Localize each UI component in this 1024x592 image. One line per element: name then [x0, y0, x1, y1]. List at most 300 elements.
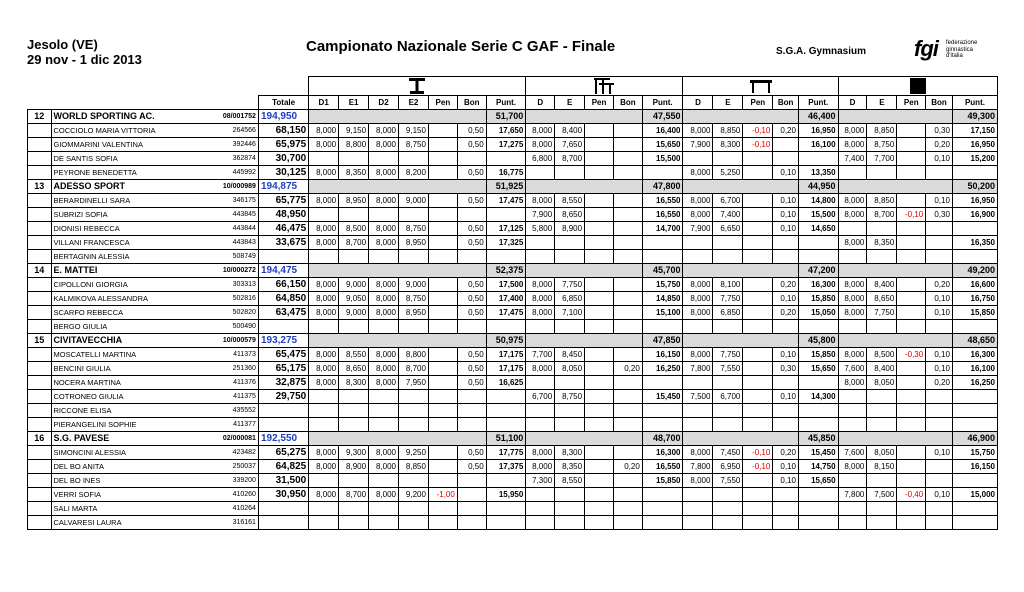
score-cell — [309, 320, 339, 334]
team-id: 10/000989 — [211, 180, 258, 194]
score-cell: 15,750 — [642, 278, 683, 292]
score-cell — [926, 390, 953, 404]
score-cell — [585, 208, 614, 222]
athlete-name: BENCINI GIULIA — [51, 362, 211, 376]
athlete-total: 30,700 — [258, 152, 308, 166]
athlete-id: 264566 — [211, 124, 258, 138]
score-cell — [926, 460, 953, 474]
score-cell — [897, 404, 926, 418]
score-cell — [642, 250, 683, 264]
score-cell — [555, 236, 585, 250]
athlete-id: 251360 — [211, 362, 258, 376]
score-cell — [798, 376, 838, 390]
score-cell — [309, 250, 339, 264]
score-cell — [683, 404, 713, 418]
score-cell — [897, 250, 926, 264]
score-cell — [897, 166, 926, 180]
athlete-total: 65,175 — [258, 362, 308, 376]
score-cell: 8,750 — [399, 292, 429, 306]
score-cell: 8,700 — [867, 208, 897, 222]
athlete-row — [28, 222, 998, 236]
score-cell — [555, 376, 585, 390]
score-cell — [339, 418, 369, 432]
athlete-total — [258, 250, 308, 264]
team-row — [28, 180, 998, 194]
score-cell — [798, 488, 838, 502]
team-blank — [526, 432, 643, 446]
score-cell — [399, 474, 429, 488]
athlete-id: 303313 — [211, 278, 258, 292]
athlete-name: SUBRIZI SOFIA — [51, 208, 211, 222]
athlete-name: SIMONCINI ALESSIA — [51, 446, 211, 460]
score-cell — [926, 222, 953, 236]
score-cell — [339, 404, 369, 418]
score-cell: 8,000 — [526, 306, 555, 320]
score-cell — [773, 376, 799, 390]
team-blank — [838, 334, 952, 348]
score-cell — [838, 320, 867, 334]
score-cell: 15,050 — [798, 306, 838, 320]
team-name: E. MATTEI — [51, 264, 211, 278]
score-cell — [838, 474, 867, 488]
athlete-id: 346175 — [211, 194, 258, 208]
score-cell — [613, 404, 642, 418]
athlete-row — [28, 502, 998, 516]
score-cell — [926, 404, 953, 418]
score-cell: 7,700 — [526, 348, 555, 362]
score-cell — [585, 376, 614, 390]
athlete-row — [28, 320, 998, 334]
team-apparatus-score: 51,700 — [486, 110, 526, 124]
athlete-id: 339200 — [211, 474, 258, 488]
athlete-name: PEYRONE BENEDETTA — [51, 166, 211, 180]
score-cell: 8,850 — [399, 460, 429, 474]
athlete-id: 410264 — [211, 502, 258, 516]
score-cell — [773, 152, 799, 166]
score-cell: 7,900 — [683, 222, 713, 236]
score-cell: 8,000 — [309, 488, 339, 502]
score-cell: 0,50 — [457, 124, 486, 138]
dates: 29 nov - 1 dic 2013 — [27, 52, 142, 67]
score-cell — [369, 418, 399, 432]
score-cell — [838, 502, 867, 516]
score-cell — [926, 516, 953, 530]
athlete-name: BERTAGNIN ALESSIA — [51, 250, 211, 264]
athlete-total — [258, 320, 308, 334]
score-cell — [428, 502, 457, 516]
athlete-row — [28, 390, 998, 404]
score-cell — [613, 222, 642, 236]
score-cell — [683, 502, 713, 516]
score-cell: 0,10 — [773, 390, 799, 404]
score-cell: 8,000 — [369, 124, 399, 138]
score-cell: 9,000 — [339, 278, 369, 292]
score-cell: 0,50 — [457, 166, 486, 180]
score-cell: 6,650 — [713, 222, 743, 236]
score-cell — [713, 320, 743, 334]
score-cell: 7,500 — [867, 488, 897, 502]
score-cell: 0,10 — [926, 292, 953, 306]
score-cell: 15,850 — [642, 474, 683, 488]
athlete-id: 435552 — [211, 404, 258, 418]
score-cell: 9,050 — [339, 292, 369, 306]
score-cell: 8,000 — [369, 236, 399, 250]
score-cell: 8,850 — [867, 194, 897, 208]
score-cell — [613, 516, 642, 530]
team-blank — [683, 334, 798, 348]
score-cell — [773, 418, 799, 432]
score-cell — [399, 152, 429, 166]
score-cell — [743, 306, 773, 320]
athlete-row — [28, 446, 998, 460]
score-cell — [867, 166, 897, 180]
score-cell — [773, 404, 799, 418]
score-cell — [526, 418, 555, 432]
score-cell — [339, 474, 369, 488]
score-cell: 0,30 — [773, 362, 799, 376]
athlete-name: PIERANGELINI SOPHIE — [51, 418, 211, 432]
score-cell — [798, 502, 838, 516]
team-rank: 12 — [28, 110, 52, 124]
score-cell — [743, 418, 773, 432]
score-cell: 17,275 — [486, 138, 526, 152]
athlete-total: 65,775 — [258, 194, 308, 208]
team-name: ADESSO SPORT — [51, 180, 211, 194]
score-cell: 8,800 — [399, 348, 429, 362]
score-cell: 8,700 — [555, 152, 585, 166]
score-cell: 0,10 — [773, 460, 799, 474]
score-cell: 8,350 — [555, 460, 585, 474]
team-blank — [526, 110, 643, 124]
score-cell — [642, 488, 683, 502]
score-cell: 8,500 — [339, 222, 369, 236]
athlete-row — [28, 362, 998, 376]
score-cell: 0,20 — [613, 460, 642, 474]
athlete-row — [28, 236, 998, 250]
team-blank — [838, 264, 952, 278]
score-cell — [838, 166, 867, 180]
score-cell: 7,800 — [838, 488, 867, 502]
score-cell — [613, 208, 642, 222]
athlete-row — [28, 348, 998, 362]
score-cell — [642, 166, 683, 180]
athlete-id: 411376 — [211, 376, 258, 390]
score-cell — [486, 320, 526, 334]
score-cell: 8,000 — [683, 124, 713, 138]
score-cell: 7,650 — [555, 138, 585, 152]
score-cell — [428, 152, 457, 166]
score-cell — [952, 166, 997, 180]
team-blank — [309, 432, 486, 446]
score-cell: 8,000 — [309, 236, 339, 250]
score-cell — [897, 502, 926, 516]
score-cell — [773, 502, 799, 516]
score-cell — [613, 292, 642, 306]
score-cell: -0,10 — [743, 460, 773, 474]
athlete-row — [28, 292, 998, 306]
score-cell: 7,750 — [713, 348, 743, 362]
score-cell — [585, 390, 614, 404]
athlete-total: 66,150 — [258, 278, 308, 292]
team-total: 194,475 — [258, 264, 308, 278]
score-cell: 8,050 — [867, 446, 897, 460]
blank-cell — [28, 292, 52, 306]
score-cell: 8,900 — [555, 222, 585, 236]
score-cell: 8,000 — [683, 292, 713, 306]
score-cell: 8,750 — [555, 390, 585, 404]
score-cell: 17,650 — [486, 124, 526, 138]
score-cell — [897, 292, 926, 306]
score-cell — [428, 222, 457, 236]
score-cell: 8,000 — [309, 222, 339, 236]
score-cell: 8,000 — [309, 166, 339, 180]
score-cell — [897, 418, 926, 432]
athlete-id: 508749 — [211, 250, 258, 264]
score-cell: 0,10 — [773, 348, 799, 362]
score-cell — [897, 124, 926, 138]
score-cell: -0,10 — [743, 138, 773, 152]
athlete-row — [28, 152, 998, 166]
score-cell: 7,600 — [838, 362, 867, 376]
team-total: 194,875 — [258, 180, 308, 194]
score-cell — [926, 502, 953, 516]
athlete-total: 64,850 — [258, 292, 308, 306]
score-cell: 8,000 — [838, 292, 867, 306]
score-cell — [897, 138, 926, 152]
score-cell: 8,000 — [309, 376, 339, 390]
score-cell — [926, 236, 953, 250]
score-cell — [897, 446, 926, 460]
athlete-name: CIPOLLONI GIORGIA — [51, 278, 211, 292]
score-cell — [457, 250, 486, 264]
score-cell: 8,000 — [309, 278, 339, 292]
score-cell — [713, 376, 743, 390]
team-blank — [526, 264, 643, 278]
athlete-name: SALI MARTA — [51, 502, 211, 516]
score-cell — [428, 362, 457, 376]
score-cell: 0,10 — [773, 194, 799, 208]
score-cell: 16,625 — [486, 376, 526, 390]
athlete-total — [258, 418, 308, 432]
score-cell: 0,10 — [926, 362, 953, 376]
score-cell: 6,850 — [713, 306, 743, 320]
score-cell: 7,500 — [683, 390, 713, 404]
athlete-id: 411373 — [211, 348, 258, 362]
team-blank — [683, 180, 798, 194]
score-cell — [798, 320, 838, 334]
score-cell — [613, 320, 642, 334]
score-cell: 9,000 — [399, 194, 429, 208]
score-cell — [613, 124, 642, 138]
score-cell: 8,000 — [369, 446, 399, 460]
score-cell: 16,600 — [952, 278, 997, 292]
score-cell: 17,150 — [952, 124, 997, 138]
score-cell: 7,400 — [713, 208, 743, 222]
score-cell: 15,650 — [798, 362, 838, 376]
score-cell: 8,000 — [838, 376, 867, 390]
score-cell: 0,50 — [457, 194, 486, 208]
team-rank: 16 — [28, 432, 52, 446]
column-header-row: Totale D1 E1 D2 E2 Pen Bon Punt. D E Pen Bon Punt. D E Pen Bon Punt. D E Pen Bon Punt. — [28, 96, 998, 110]
score-cell — [743, 390, 773, 404]
score-cell — [457, 208, 486, 222]
score-cell: 16,250 — [952, 376, 997, 390]
athlete-row — [28, 376, 998, 390]
score-cell — [613, 390, 642, 404]
score-cell — [897, 320, 926, 334]
team-apparatus-score: 49,200 — [952, 264, 997, 278]
score-cell — [369, 474, 399, 488]
score-cell: 7,900 — [683, 138, 713, 152]
score-cell: 8,000 — [309, 124, 339, 138]
score-cell — [555, 250, 585, 264]
score-cell — [867, 222, 897, 236]
score-cell: 17,375 — [486, 460, 526, 474]
venue: Jesolo (VE) — [27, 37, 98, 52]
score-cell — [585, 222, 614, 236]
fgi-logo — [914, 38, 1004, 68]
score-cell — [585, 418, 614, 432]
score-cell — [897, 152, 926, 166]
score-cell — [897, 390, 926, 404]
score-cell: 8,000 — [369, 348, 399, 362]
score-cell — [585, 124, 614, 138]
score-cell — [428, 124, 457, 138]
blank-cell — [28, 194, 52, 208]
team-apparatus-score: 47,550 — [642, 110, 683, 124]
score-cell — [369, 320, 399, 334]
team-blank — [838, 110, 952, 124]
score-cell: 8,500 — [867, 348, 897, 362]
team-id: 02/000081 — [211, 432, 258, 446]
score-cell — [428, 460, 457, 474]
team-apparatus-score: 45,850 — [798, 432, 838, 446]
athlete-name: DEL BO INES — [51, 474, 211, 488]
athlete-total: 31,500 — [258, 474, 308, 488]
uneven-bars-icon — [526, 77, 683, 96]
blank-cell — [28, 250, 52, 264]
score-cell: 14,650 — [798, 222, 838, 236]
score-cell — [743, 236, 773, 250]
athlete-id: 362874 — [211, 152, 258, 166]
score-cell: 8,550 — [339, 348, 369, 362]
team-apparatus-score: 49,300 — [952, 110, 997, 124]
score-cell: 0,10 — [926, 348, 953, 362]
athlete-total: 30,125 — [258, 166, 308, 180]
score-cell: 8,200 — [399, 166, 429, 180]
score-cell: 16,950 — [952, 194, 997, 208]
score-cell — [613, 488, 642, 502]
score-cell — [457, 474, 486, 488]
score-cell — [486, 474, 526, 488]
team-blank — [838, 432, 952, 446]
score-cell: 16,550 — [642, 460, 683, 474]
score-cell — [428, 404, 457, 418]
score-cell — [642, 376, 683, 390]
score-cell — [339, 152, 369, 166]
athlete-total: 63,475 — [258, 306, 308, 320]
score-cell — [399, 250, 429, 264]
score-cell — [838, 250, 867, 264]
page-title: Campionato Nazionale Serie C GAF - Finale — [306, 38, 616, 55]
score-cell — [683, 516, 713, 530]
score-cell — [457, 418, 486, 432]
score-cell: 9,300 — [339, 446, 369, 460]
score-cell — [798, 152, 838, 166]
score-cell: 8,300 — [713, 138, 743, 152]
score-cell: 16,350 — [952, 236, 997, 250]
team-apparatus-score: 52,375 — [486, 264, 526, 278]
blank-cell — [28, 208, 52, 222]
score-cell — [339, 390, 369, 404]
score-cell: 17,125 — [486, 222, 526, 236]
score-cell — [555, 516, 585, 530]
score-cell: 17,400 — [486, 292, 526, 306]
blank-cell — [28, 152, 52, 166]
score-cell: -0,30 — [897, 348, 926, 362]
score-cell: 8,000 — [838, 124, 867, 138]
score-cell: 8,850 — [867, 124, 897, 138]
score-cell — [642, 404, 683, 418]
athlete-name: SCARFO REBECCA — [51, 306, 211, 320]
score-cell — [457, 320, 486, 334]
blank-cell — [28, 278, 52, 292]
score-cell — [309, 502, 339, 516]
team-apparatus-score: 46,400 — [798, 110, 838, 124]
score-cell — [428, 278, 457, 292]
blank-cell — [28, 320, 52, 334]
blank-cell — [28, 502, 52, 516]
score-cell — [486, 390, 526, 404]
score-cell — [897, 222, 926, 236]
athlete-id: 502820 — [211, 306, 258, 320]
score-cell — [683, 250, 713, 264]
score-cell: 8,000 — [838, 236, 867, 250]
score-cell — [743, 362, 773, 376]
score-cell: 14,850 — [642, 292, 683, 306]
score-cell — [526, 502, 555, 516]
score-cell — [585, 236, 614, 250]
team-apparatus-score: 50,975 — [486, 334, 526, 348]
score-cell — [897, 376, 926, 390]
score-cell: 9,000 — [399, 278, 429, 292]
score-cell — [926, 166, 953, 180]
score-cell — [613, 166, 642, 180]
team-name: S.G. PAVESE — [51, 432, 211, 446]
score-cell: 14,700 — [642, 222, 683, 236]
score-cell — [743, 278, 773, 292]
team-name: WORLD SPORTING AC. — [51, 110, 211, 124]
floor-icon — [838, 77, 997, 96]
score-cell: 8,400 — [555, 124, 585, 138]
score-cell: 0,30 — [926, 208, 953, 222]
score-cell — [486, 502, 526, 516]
score-cell: 5,250 — [713, 166, 743, 180]
team-apparatus-score: 48,700 — [642, 432, 683, 446]
score-cell — [952, 222, 997, 236]
score-cell — [428, 516, 457, 530]
score-cell — [613, 236, 642, 250]
score-cell — [926, 474, 953, 488]
score-cell — [713, 502, 743, 516]
score-cell — [897, 516, 926, 530]
score-cell: 8,000 — [309, 446, 339, 460]
score-cell: 0,10 — [773, 208, 799, 222]
score-cell — [952, 404, 997, 418]
score-cell — [369, 516, 399, 530]
score-cell — [399, 320, 429, 334]
score-cell: 8,000 — [526, 278, 555, 292]
